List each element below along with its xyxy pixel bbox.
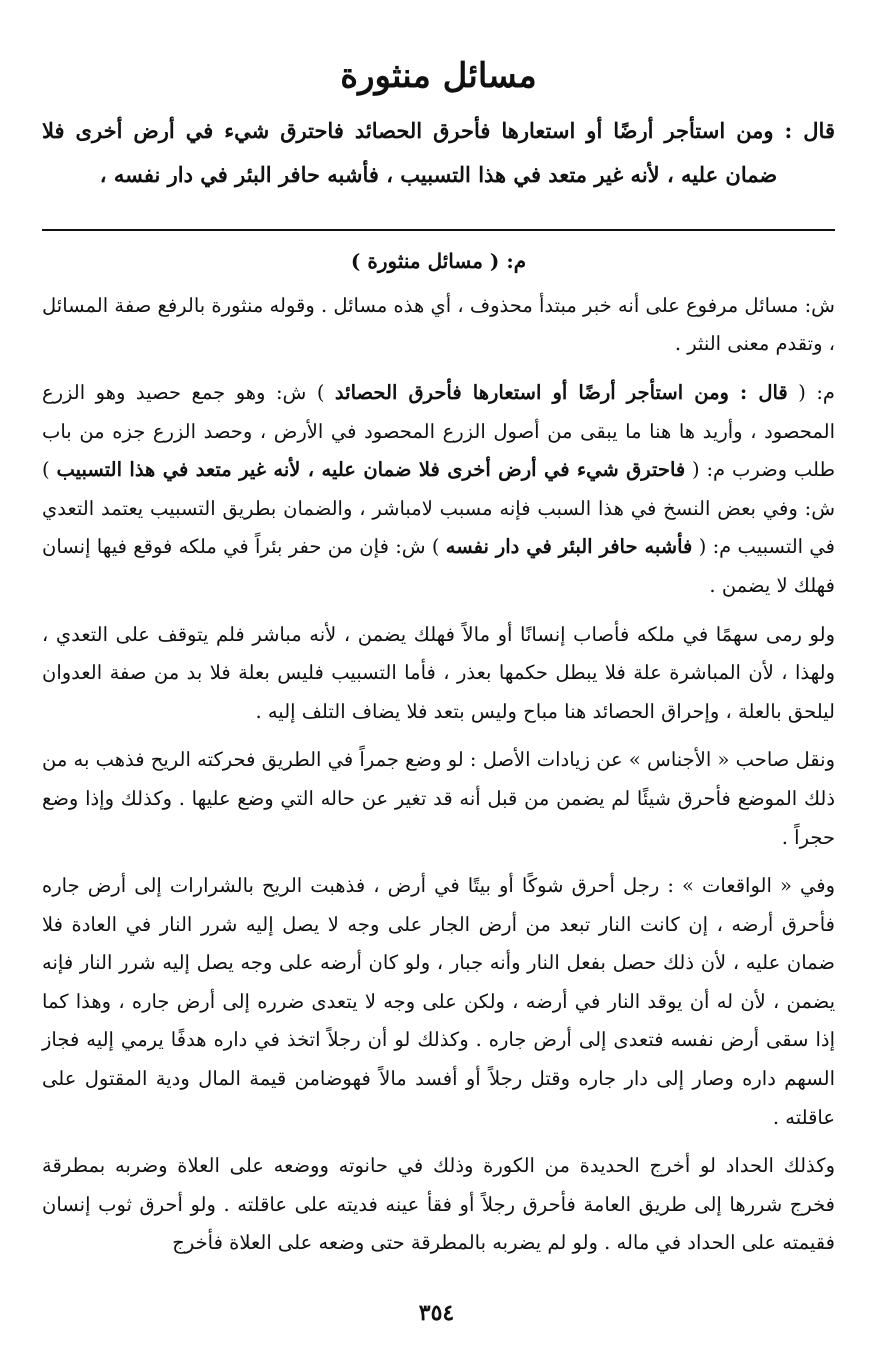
page-number: ٣٥٤ [418,1300,455,1326]
commentary-text: ) ش: وهو جمع حصيد وهو الزرع المحصود ، وأريد ها هنا ما يبقى من أصول الزرع المحصود في الأرض ، وحصد الزرع جزه من باب طلب وضرب م: ( [42,380,835,482]
commentary-paragraph: وفي « الواقعات » : رجل أحرق شوكًا أو بيتًا في أرض ، فذهبت الريح بالشرارات إلى أرض جاره فأحرق أرضه ، إن كانت النار تبعد من أرض الجار على وجه لا يصل إليه شرر النار في العادة فلا ضمان عليه ، لأن ذلك حصل بفعل النار وأنه جبار ، ولو كان أرضه على وجه يصل إليه شرر النار فإنه يضمن ، لأن له أن يوقد النار في أرضه ، ولكن على وجه لا يتعدى ضرره إلى أرض جاره ، وهذا كما إذا سقى أرض نفسه فتعدى إلى أرض جاره . وكذلك لو أن رجلاً اتخذ في داره هدفًا يرمي إليه فجاز السهم داره وصار إلى دار جاره وقتل رجلاً أو أفسد مالاً فهوضامن قيمة المال ودية المقتول على عاقلته . [42,874,835,1129]
separator-rule [42,229,835,231]
section-heading: م: ( مسائل منثورة ) [350,248,527,273]
commentary-paragraph: ولو رمى سهمًا في ملكه فأصاب إنسانًا أو مالاً فهلك يضمن ، لأنه مباشر فلم يتوقف على التعدي ، ولهذا ، لأن المباشرة علة فلا يبطل حكمها بعذر ، فأما التسبيب فليس بعلة فلا بد من صفة العدوان ليلحق بالعلة ، وإحراق الحصائد هنا مباح وليس بتعد فلا يضاف التلف إليه . [42,622,835,723]
chapter-title: مسائل منثورة [340,56,537,96]
quoted-matn: فاحترق شيء في أرض أخرى فلا ضمان عليه ، لأنه غير متعد في هذا التسبيب [56,458,686,482]
commentary-paragraph: ونقل صاحب « الأجناس » عن زيادات الأصل : لو وضع جمراً في الطريق فحركته الريح فذهب به من ذلك الموضع فأحرق شيئًا لم يضمن من قبل أنه قد تغير عن حاله التي وضع عليها . وكذلك وإذا وضع حجراً . [42,748,835,849]
commentary-paragraph: وكذلك الحداد لو أخرج الحديدة من الكورة وذلك في حانوته ووضعه على العلاة وضربه بمطرقة فخرج شررها إلى طريق العامة فأحرق رجلاً أو فقأ عينه فديته على عاقلته . ولو أحرق ثوب إنسان فقيمته على الحداد في ماله . ولو لم يضربه بالمطرقة حتى وضعه على العلاة فأخرج [42,1154,835,1255]
quoted-matn: قال : ومن استأجر أرضًا أو استعارها فأحرق الحصائد [334,380,788,404]
matn-text: قال : ومن استأجر أرضًا أو استعارها فأحرق الحصائد فاحترق شيء في أرض أخرى فلا ضمان عليه ، لأنه غير متعد في هذا التسبيب ، فأشبه حافر البئر في دار نفسه ، [42,117,835,187]
commentary-paragraph: ش: مسائل مرفوع على أنه خبر مبتدأ محذوف ، أي هذه مسائل . وقوله منثورة بالرفع صفة المسائل ، وتقدم معنى النثر . [42,293,835,356]
commentary-text: ) ش: وفي بعض النسخ في هذا السبب فإنه مسبب لامباشر ، والضمان بطريق التسبيب يعتمد التعدي في التسبيب م: ( [42,458,835,559]
commentary-paragraph [42,374,835,606]
quoted-matn: فأشبه حافر البئر في دار نفسه [445,535,693,559]
commentary-text: ) ش: فإن من حفر بئراً في ملكه فوقع فيها إنسان فهلك لا يضمن . [42,535,835,597]
marker-text: م: ( [787,380,835,404]
